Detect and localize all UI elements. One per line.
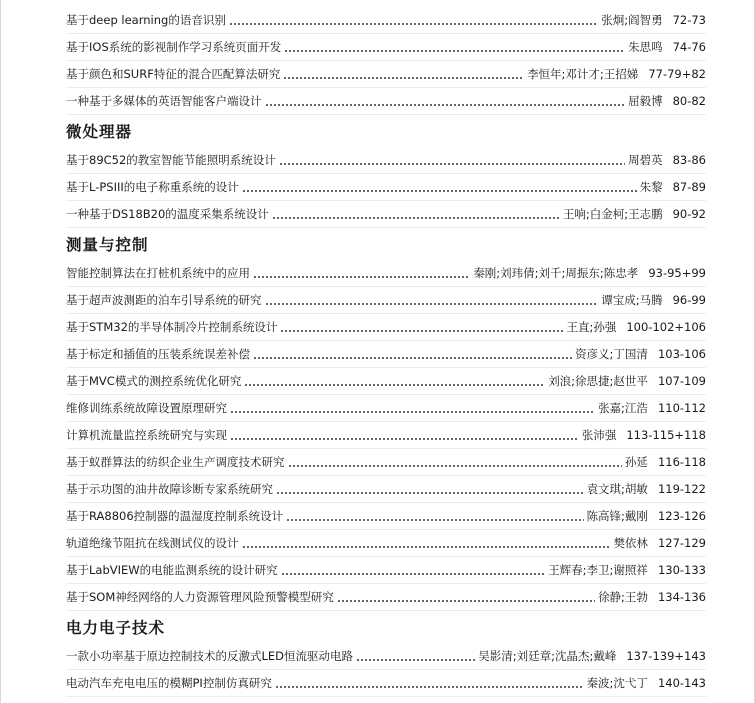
article-title[interactable]: 基于示功图的油井故障诊断专家系统研究	[66, 482, 273, 496]
page-range: 103-106	[657, 347, 706, 361]
article-authors: 袁文琪;胡敏	[586, 482, 648, 496]
table-of-contents	[66, 7, 706, 697]
dot-leader	[242, 546, 611, 548]
toc-entry[interactable]	[66, 395, 706, 422]
article-authors: 徐静;王勃	[598, 590, 648, 604]
article-authors: 李恒年;邓计才;王招娣	[527, 67, 639, 81]
page-range: 100-102+106	[626, 320, 706, 334]
dot-leader	[275, 686, 584, 688]
page-range: 93-95+99	[648, 266, 706, 280]
toc-entry[interactable]	[66, 643, 706, 670]
toc-entry[interactable]	[66, 368, 706, 395]
dot-leader	[253, 276, 470, 278]
article-title[interactable]: 轨道绝缘节阻抗在线测试仪的设计	[66, 536, 239, 550]
toc-entry[interactable]	[66, 201, 706, 228]
article-authors: 张嘉;江浩	[598, 401, 648, 415]
page-range: 72-73	[672, 13, 706, 27]
article-title[interactable]: 基于STM32的半导体制冷片控制系统设计	[66, 320, 278, 334]
toc-entry[interactable]	[66, 670, 706, 697]
article-title[interactable]: 基于deep learning的语音识别	[66, 13, 226, 27]
dot-leader	[272, 217, 560, 219]
dot-leader	[286, 519, 583, 521]
article-authors: 王直;孙强	[566, 320, 617, 334]
article-title[interactable]: 电动汽车充电电压的模糊PI控制仿真研究	[66, 676, 272, 690]
toc-entry[interactable]	[66, 503, 706, 530]
page-range: 137-139+143	[626, 649, 706, 663]
dot-leader	[244, 384, 545, 386]
page-range: 77-79+82	[648, 67, 706, 81]
article-authors: 秦波;沈弋丁	[586, 676, 648, 690]
article-title[interactable]: 一种基于多媒体的英语智能客户端设计	[66, 94, 262, 108]
toc-entry[interactable]	[66, 557, 706, 584]
dot-leader	[280, 330, 563, 332]
dot-leader	[230, 438, 579, 440]
page-range: 134-136	[657, 590, 706, 604]
dot-leader	[265, 104, 626, 106]
page-range: 127-129	[657, 536, 706, 550]
toc-entry[interactable]	[66, 147, 706, 174]
toc-entry[interactable]	[66, 530, 706, 557]
article-authors: 樊依林	[613, 536, 648, 550]
page-range: 107-109	[657, 374, 706, 388]
article-authors: 张炯;阎智勇	[601, 13, 663, 27]
dot-leader	[279, 163, 625, 165]
article-title[interactable]: 智能控制算法在打桩机系统中的应用	[66, 266, 250, 280]
article-authors: 陈高锋;戴刚	[586, 509, 648, 523]
article-title[interactable]: 基于L-PSIII的电子称重系统的设计	[66, 180, 239, 194]
dot-leader	[230, 411, 595, 413]
article-title[interactable]: 基于89C52的教室智能节能照明系统设计	[66, 153, 276, 167]
toc-entry[interactable]	[66, 61, 706, 88]
article-authors: 孙延	[624, 455, 648, 469]
article-title[interactable]: 基于RA8806控制器的温湿度控制系统设计	[66, 509, 284, 523]
page-range: 87-89	[672, 180, 706, 194]
dot-leader	[288, 465, 622, 467]
toc-entry[interactable]	[66, 584, 706, 611]
toc-entry[interactable]	[66, 422, 706, 449]
toc-entry[interactable]	[66, 260, 706, 287]
article-authors: 屈毅博	[628, 94, 663, 108]
dot-leader	[253, 357, 572, 359]
page-range: 80-82	[672, 94, 706, 108]
page-range: 74-76	[672, 40, 706, 54]
article-authors: 王响;白金柯;王志鹏	[562, 207, 663, 221]
page-range: 116-118	[657, 455, 706, 469]
page-range: 113-115+118	[626, 428, 706, 442]
toc-entry[interactable]	[66, 7, 706, 34]
article-authors: 资彦义;丁国清	[575, 347, 648, 361]
dot-leader	[242, 190, 637, 192]
article-authors: 周碧英	[628, 153, 663, 167]
article-authors: 朱黎	[639, 180, 663, 194]
dot-leader	[276, 492, 584, 494]
article-title[interactable]: 维修训练系统故障设置原理研究	[66, 401, 227, 415]
article-title[interactable]: 基于标定和插值的压装系统误差补偿	[66, 347, 250, 361]
toc-entry[interactable]	[66, 341, 706, 368]
article-title[interactable]: 基于MVC模式的测控系统优化研究	[66, 374, 242, 388]
article-title[interactable]: 基于颜色和SURF特征的混合匹配算法研究	[66, 67, 281, 81]
page-range: 119-122	[657, 482, 706, 496]
dot-leader	[229, 23, 598, 25]
dot-leader	[283, 77, 524, 79]
section-heading: 测量与控制	[66, 236, 149, 254]
article-title[interactable]: 基于SOM神经网络的人力资源管理风险预警模型研究	[66, 590, 334, 604]
toc-entry[interactable]	[66, 34, 706, 61]
page-range: 83-86	[672, 153, 706, 167]
toc-entry[interactable]	[66, 174, 706, 201]
page-range: 140-143	[657, 676, 706, 690]
article-title[interactable]: 基于蚁群算法的纺织企业生产调度技术研究	[66, 455, 285, 469]
page-range: 123-126	[657, 509, 706, 523]
article-title[interactable]: 一种基于DS18B20的温度采集系统设计	[66, 207, 269, 221]
article-title[interactable]: 一款小功率基于原边控制技术的反激式LED恒流驱动电路	[66, 649, 354, 663]
toc-entry[interactable]	[66, 287, 706, 314]
page-range: 90-92	[672, 207, 706, 221]
article-authors: 王辉春;李卫;谢照祥	[548, 563, 648, 577]
dot-leader	[265, 303, 599, 305]
page-range: 130-133	[657, 563, 706, 577]
dot-leader	[356, 659, 475, 661]
article-authors: 朱思鸣	[628, 40, 663, 54]
article-authors: 吴影清;刘廷章;沈晶杰;戴峰	[478, 649, 617, 663]
toc-entry[interactable]	[66, 476, 706, 503]
toc-entry[interactable]	[66, 449, 706, 476]
article-authors: 刘浪;徐思捷;赵世平	[548, 374, 648, 388]
section-heading: 电力电子技术	[66, 619, 166, 637]
article-title[interactable]: 基于LabVIEW的电能监测系统的设计研究	[66, 563, 278, 577]
dot-leader	[281, 573, 546, 575]
dot-leader	[284, 50, 625, 52]
page-range: 96-99	[672, 293, 706, 307]
page-range: 110-112	[657, 401, 706, 415]
dot-leader	[337, 600, 595, 602]
article-title[interactable]: 基于IOS系统的影视制作学习系统页面开发	[66, 40, 282, 54]
section-heading: 微处理器	[66, 123, 133, 141]
toc-entry[interactable]	[66, 314, 706, 341]
article-title[interactable]: 基于超声波测距的泊车引导系统的研究	[66, 293, 262, 307]
article-authors: 秦刚;刘玮倩;刘千;周振东;陈忠孝	[473, 266, 639, 280]
article-authors: 张沛强	[581, 428, 617, 442]
article-title[interactable]: 计算机流量监控系统研究与实现	[66, 428, 227, 442]
article-authors: 谭宝成;马腾	[601, 293, 663, 307]
toc-entry[interactable]	[66, 88, 706, 115]
